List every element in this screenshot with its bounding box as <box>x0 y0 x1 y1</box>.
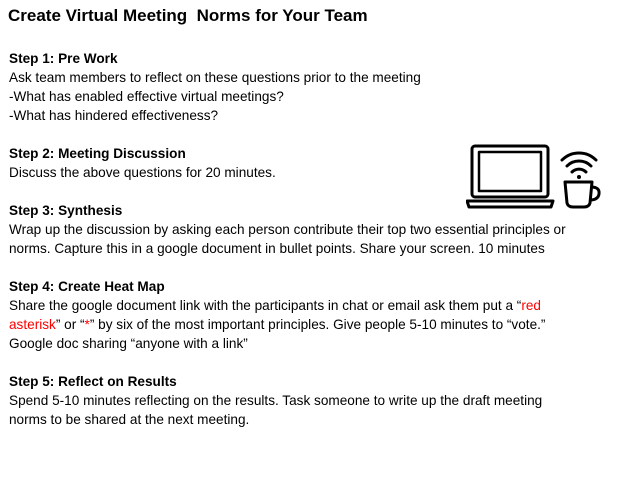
step-heading: Step 5: Reflect on Results <box>9 374 177 389</box>
step-text <box>9 296 633 315</box>
red-asterisk: * <box>84 317 90 332</box>
step-heading: Step 1: Pre Work <box>9 51 118 66</box>
red-text: asterisk <box>9 317 56 332</box>
steps-content <box>9 49 633 429</box>
step-text: norms to be shared at the next meeting. <box>9 412 250 427</box>
step-text: Discuss the above questions for 20 minutes. <box>9 165 276 180</box>
red-text: red <box>521 298 541 313</box>
text-run: Share the google document link with the participants in chat or email ask them put a “ <box>9 298 522 313</box>
step-5 <box>9 372 633 429</box>
step-text: norms. Capture this in a google document in bullet points. Share your screen. 10 minutes <box>9 241 545 256</box>
step-1 <box>9 49 633 125</box>
step-text: -What has enabled effective virtual meetings? <box>9 89 284 104</box>
laptop-icon <box>467 146 553 207</box>
step-text: Ask team members to reflect on these questions prior to the meeting <box>9 70 421 85</box>
text-run: ” or “ <box>55 317 85 332</box>
step-4 <box>9 277 633 353</box>
step-text: -What has hindered effectiveness? <box>9 108 219 123</box>
coffee-cup-icon <box>565 182 599 207</box>
step-text <box>9 315 633 334</box>
step-text: Spend 5-10 minutes reflecting on the results. Task someone to write up the draft meeting <box>9 393 543 408</box>
step-text: Google doc sharing “anyone with a link” <box>9 336 248 351</box>
step-heading: Step 4: Create Heat Map <box>9 279 165 294</box>
step-heading: Step 3: Synthesis <box>9 203 123 218</box>
step-heading: Step 2: Meeting Discussion <box>9 146 186 161</box>
text-run: ” by six of the most important principles. Give people 5-10 minutes to “vote.” <box>89 317 546 332</box>
page-title: Create Virtual Meeting Norms for Your Team <box>8 6 368 25</box>
remote-work-illustration <box>466 143 602 215</box>
wifi-icon <box>562 153 596 179</box>
step-text: Wrap up the discussion by asking each person contribute their top two essential principles or <box>9 222 566 237</box>
